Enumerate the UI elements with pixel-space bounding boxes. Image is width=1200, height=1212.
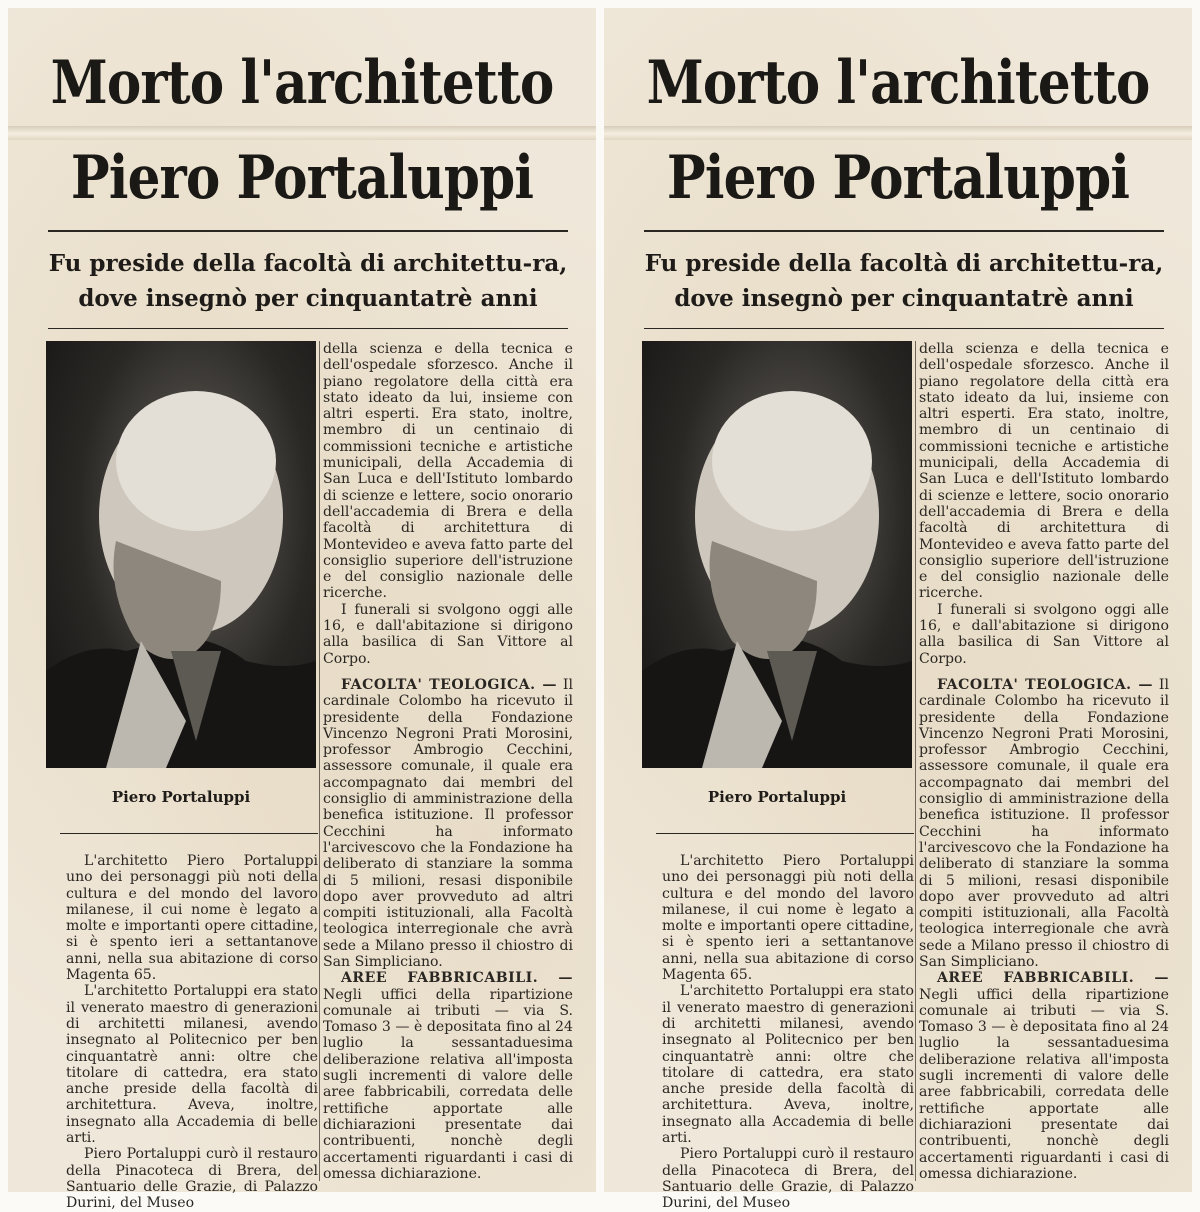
subheadline: Fu preside della facoltà di architettu-ra, dove insegnò per cinquantatrè anni — [644, 250, 1164, 312]
subhead-rule — [644, 328, 1164, 329]
photo-caption: Piero Portaluppi — [111, 788, 251, 806]
col2-paragraph-4: Negli uffici della ripartizione comunale ai tributi — via S. Tomaso 3 — è depositata fino al 24 luglio la sessantaduesima deliberazione relativa all'imposta sugli incrementi di valore delle aree fabbricabili, corredata delle rettifiche apportate alle dichiarazioni presentate dai contribuenti, nonchè degli accertamenti riguardanti i casi di omessa dichiarazione. — [323, 986, 573, 1182]
col2-section-heading-2: AREE FABBRICABILI. — — [937, 970, 1169, 987]
paper-fold — [8, 126, 596, 140]
clipping-panel-right — [604, 8, 1192, 1212]
headline-line2: Piero Portaluppi — [70, 143, 534, 213]
portrait-photo — [46, 341, 316, 768]
portrait-illustration — [46, 341, 316, 768]
subheadline: Fu preside della facoltà di architettu-ra, dove insegnò per cinquantatrè anni — [48, 250, 568, 312]
article-column-2 — [323, 341, 573, 1182]
article-column-2 — [919, 341, 1169, 1182]
col2-paragraph-2: I funerali si svolgono oggi alle 16, e dall'abitazione si dirigono alla basilica di San Vittore al Corpo. — [323, 601, 573, 667]
col2-paragraph-2: I funerali si svolgono oggi alle 16, e dall'abitazione si dirigono alla basilica di San Vittore al Corpo. — [919, 601, 1169, 667]
col2-paragraph-3: Il cardinale Colombo ha ricevuto il presidente della Fondazione Vincenzo Negroni Prati Morosini, professor Ambrogio Cecchini, assessore comunale, il quale era accompagnato dai membri del consiglio di amministrazione della benefica istituzione. Il professor Cecchini ha informato l'arcivescovo che la Fondazione ha deliberato di stanziare la somma di 5 milioni, resasi disponibile dopo aver provveduto ad altri compiti istituzionali, alla Facoltà teologica interregionale che avrà sede a Milano presso il chiostro di San Simpliciano. — [919, 676, 1169, 970]
caption-rule — [60, 833, 318, 834]
subhead-rule — [48, 328, 568, 329]
col2-paragraph-1: della scienza e della tecnica e dell'ospedale sforzesco. Anche il piano regolatore della città era stato ideato da lui, insieme con altri esperti. Era stato, inoltre, membro di un centinaio di commissioni tecniche e artistiche municipali, della Accademia di San Luca e dell'Istituto lombardo di scienze e lettere, socio onorario dell'accademia di Brera e della facoltà di architettura di Montevideo e aveva fatto parte del consiglio superiore dell'istruzione e del consiglio nazionale delle ricerche. — [919, 341, 1169, 602]
col2-paragraph-1: della scienza e della tecnica e dell'ospedale sforzesco. Anche il piano regolatore della città era stato ideato da lui, insieme con altri esperti. Era stato, inoltre, membro di un centinaio di commissioni tecniche e artistiche municipali, della Accademia di San Luca e dell'Istituto lombardo di scienze e lettere, socio onorario dell'accademia di Brera e della facoltà di architettura di Montevideo e aveva fatto parte del consiglio superiore dell'istruzione e del consiglio nazionale delle ricerche. — [323, 341, 573, 602]
headline-rule — [48, 230, 568, 232]
portrait-illustration — [642, 341, 912, 768]
headline-rule — [644, 230, 1164, 232]
col2-section-heading-2: AREE FABBRICABILI. — — [341, 970, 573, 987]
col2-paragraph-3: Il cardinale Colombo ha ricevuto il presidente della Fondazione Vincenzo Negroni Prati Morosini, professor Ambrogio Cecchini, assessore comunale, il quale era accompagnato dai membri del consiglio di amministrazione della benefica istituzione. Il professor Cecchini ha informato l'arcivescovo che la Fondazione ha deliberato di stanziare la somma di 5 milioni, resasi disponibile dopo aver provveduto ad altri compiti istituzionali, alla Facoltà teologica interregionale che avrà sede a Milano presso il chiostro di San Simpliciano. — [323, 676, 573, 970]
column-divider — [915, 341, 916, 1181]
col2-section-heading-1: FACOLTA' TEOLOGICA. — — [341, 676, 557, 693]
photo-caption: Piero Portaluppi — [707, 788, 847, 806]
col2-section-heading-1: FACOLTA' TEOLOGICA. — — [937, 676, 1153, 693]
col1-paragraph-2: L'architetto Portaluppi era stato il venerato maestro di generazioni di architetti milanesi, avendo insegnato al Politecnico per ben cinquantatrè anni: oltre che titolare di cattedra, era stato anche preside della facoltà di architettura. Aveva, inoltre, insegnato alla Accademia di belle arti. — [662, 983, 914, 1147]
headline-line2: Piero Portaluppi — [666, 143, 1130, 213]
column-divider — [319, 341, 320, 1181]
headline-line1: Morto l'architetto — [50, 48, 554, 118]
article-column-1 — [66, 853, 318, 1212]
col1-paragraph-1: L'architetto Piero Portaluppi uno dei personaggi più noti della cultura e del mondo del lavoro milanese, il cui nome è legato a molte e importanti opere cittadine, si è spento ieri a settantanove anni, nella sua abitazione di corso Magenta 65. — [66, 853, 318, 984]
col1-paragraph-3: Piero Portaluppi curò il restauro della Pinacoteca di Brera, del Santuario delle Grazie, di Palazzo Durini, del Museo — [662, 1146, 914, 1212]
paper-fold — [604, 126, 1192, 140]
caption-rule — [656, 833, 914, 834]
col2-paragraph-4: Negli uffici della ripartizione comunale ai tributi — via S. Tomaso 3 — è depositata fino al 24 luglio la sessantaduesima deliberazione relativa all'imposta sugli incrementi di valore delle aree fabbricabili, corredata delle rettifiche apportate alle dichiarazioni presentate dai contribuenti, nonchè degli accertamenti riguardanti i casi di omessa dichiarazione. — [919, 986, 1169, 1182]
clipping-panel-left — [8, 8, 596, 1212]
portrait-photo — [642, 341, 912, 768]
col1-paragraph-3: Piero Portaluppi curò il restauro della Pinacoteca di Brera, del Santuario delle Grazie, di Palazzo Durini, del Museo — [66, 1146, 318, 1212]
article-column-1 — [662, 853, 914, 1212]
col1-paragraph-2: L'architetto Portaluppi era stato il venerato maestro di generazioni di architetti milanesi, avendo insegnato al Politecnico per ben cinquantatrè anni: oltre che titolare di cattedra, era stato anche preside della facoltà di architettura. Aveva, inoltre, insegnato alla Accademia di belle arti. — [66, 983, 318, 1147]
headline-line1: Morto l'architetto — [646, 48, 1150, 118]
col1-paragraph-1: L'architetto Piero Portaluppi uno dei personaggi più noti della cultura e del mondo del lavoro milanese, il cui nome è legato a molte e importanti opere cittadine, si è spento ieri a settantanove anni, nella sua abitazione di corso Magenta 65. — [662, 853, 914, 984]
